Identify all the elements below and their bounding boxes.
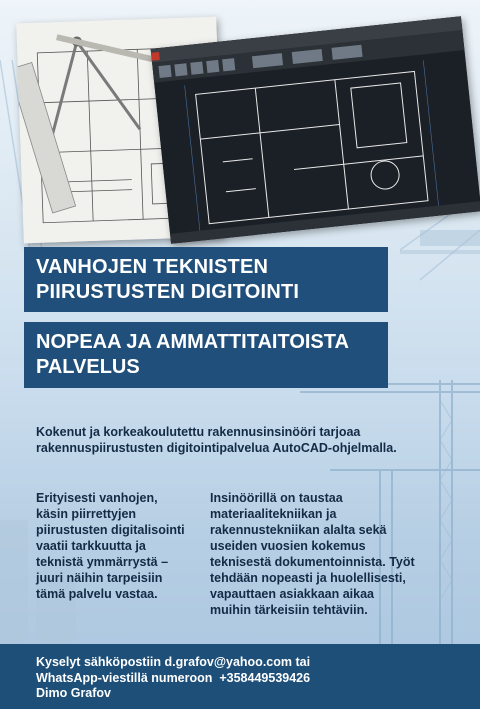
banner-subtitle: NOPEAA JA AMMATTITAITOISTA PALVELUS — [36, 331, 349, 378]
contact-footer — [0, 644, 480, 709]
intro-paragraph: Kokenut ja korkeakoulutettu rakennusinsinööri tarjoaa rakennuspiirustusten digitointipalvelua AutoCAD-ohjelmalla. — [36, 425, 397, 455]
left-column-paragraph: Erityisesti vanhojen, käsin piirrettyjen piirustusten digitalisointi vaatii tarkkuutta ja teknistä ymmärrystä – juuri näihin tarpeisiin tämä palvelu vastaa. — [36, 491, 185, 601]
title-banner — [24, 247, 388, 312]
contact-line-whatsapp: WhatsApp-viestillä numeroon +358449539426 — [36, 670, 311, 685]
contact-line-email: Kyselyt sähköpostiin d.grafov@yahoo.com tai — [36, 655, 311, 669]
autocad-screenshot — [151, 16, 480, 244]
right-column-paragraph: Insinöörillä on taustaa materiaalitekniikan ja rakennustekniikan alalta sekä useiden vuosien kokemus teknisestä dokumentoinnista. Työt tehdään nopeasti ja huolellisesti, vapauttaen asiakkaan aikaa muihin tärkeisiin tehtäviin. — [210, 491, 415, 617]
subtitle-banner — [24, 322, 388, 388]
banner-title: VANHOJEN TEKNISTEN PIIRUSTUSTEN DIGITOINTI — [36, 256, 300, 303]
contact-name: Dimo Grafov — [36, 686, 112, 700]
